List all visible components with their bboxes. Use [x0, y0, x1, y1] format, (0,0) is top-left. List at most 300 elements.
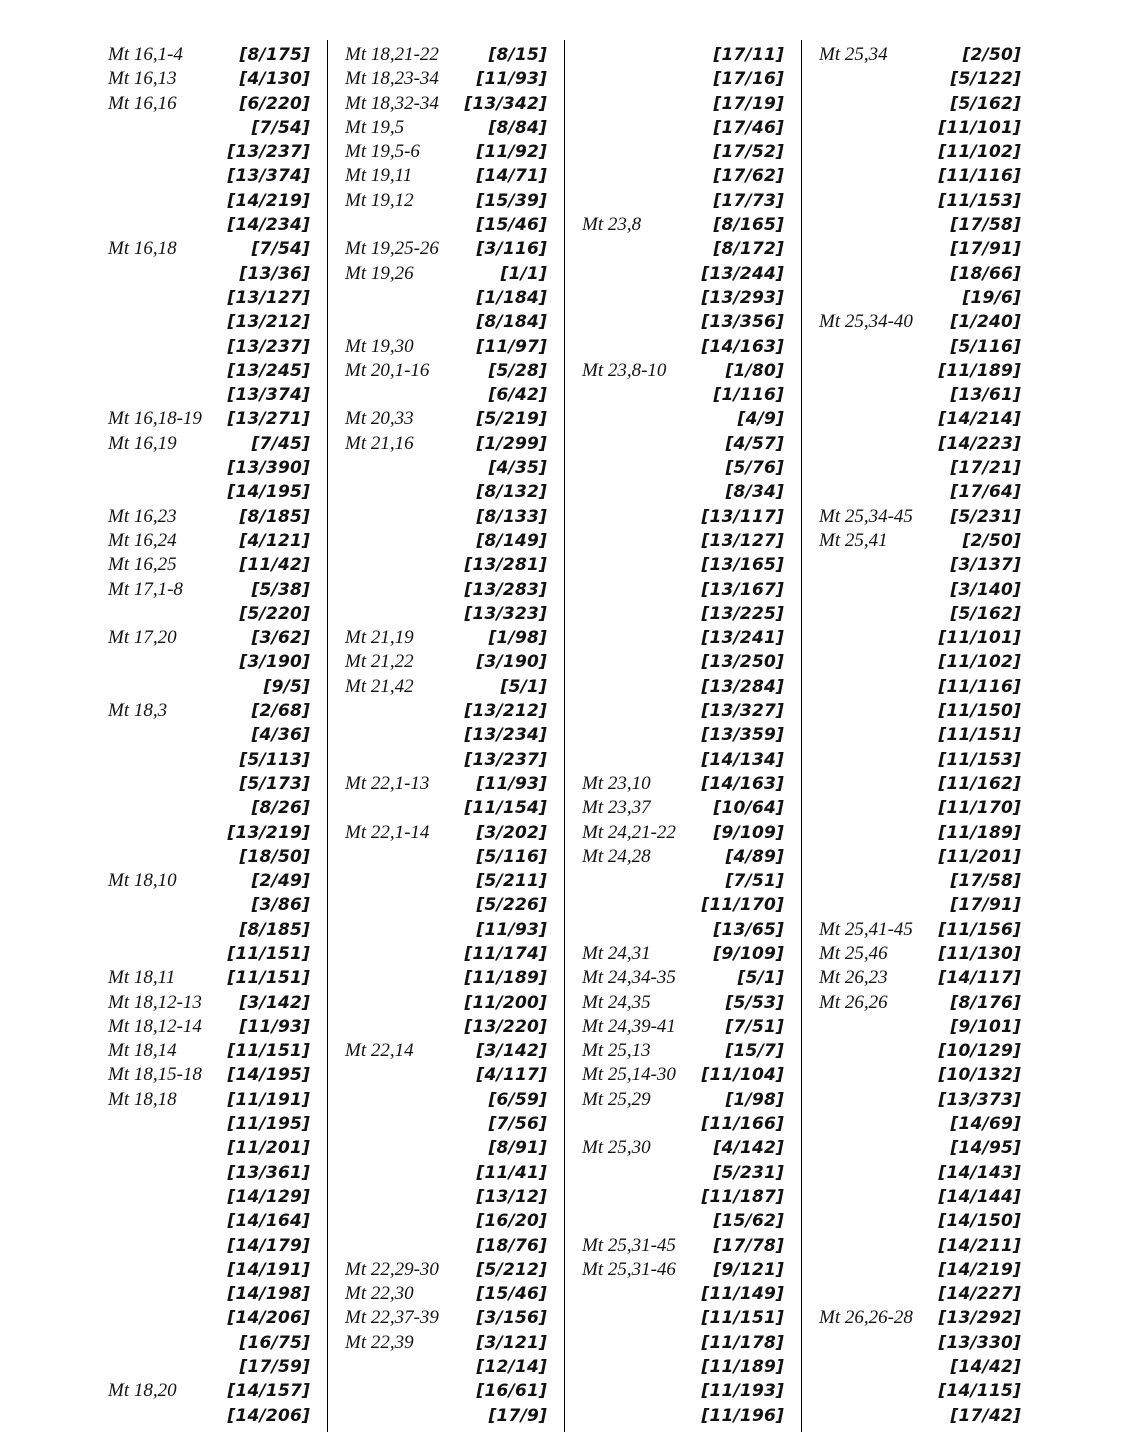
- page-reference: [13/212]: [227, 312, 310, 333]
- page-reference: [13/237]: [464, 749, 547, 770]
- page-reference: [14/195]: [227, 482, 310, 503]
- page-reference: [13/359]: [701, 725, 784, 746]
- page-reference: [3/62]: [251, 628, 310, 649]
- verse-reference: Mt 23,10: [582, 772, 651, 794]
- index-entry: [108, 383, 316, 407]
- index-entry: [108, 310, 316, 334]
- verse-reference: Mt 20,1-16: [345, 359, 430, 381]
- index-entry: [345, 772, 553, 796]
- index-entry: [582, 1379, 790, 1403]
- index-entry: [819, 1355, 1027, 1379]
- index-entry: [345, 92, 553, 116]
- page-reference: [14/95]: [950, 1138, 1021, 1159]
- index-entry: [345, 796, 553, 820]
- page-reference: [3/190]: [476, 652, 547, 673]
- index-entry: [582, 1136, 790, 1160]
- index-entry: [108, 237, 316, 261]
- verse-reference: Mt 18,20: [108, 1380, 177, 1402]
- verse-reference: Mt 18,23-34: [345, 68, 439, 90]
- page-reference: [14/179]: [227, 1235, 310, 1256]
- page-reference: [17/58]: [950, 871, 1021, 892]
- index-entry: [582, 310, 790, 334]
- index-entry: [108, 553, 316, 577]
- page-reference: [11/156]: [938, 919, 1021, 940]
- page-reference: [8/184]: [476, 312, 547, 333]
- page-reference: [11/93]: [476, 919, 547, 940]
- index-column-2: [345, 43, 553, 1428]
- index-entry: [108, 432, 316, 456]
- page-reference: [14/164]: [227, 1211, 310, 1232]
- index-entry: [819, 262, 1027, 286]
- index-entry: [819, 1136, 1027, 1160]
- index-entry: [819, 456, 1027, 480]
- verse-reference: Mt 16,24: [108, 529, 177, 551]
- page-reference: [13/356]: [701, 312, 784, 333]
- page-reference: [11/174]: [464, 943, 547, 964]
- index-entry: [345, 1355, 553, 1379]
- index-entry: [819, 1282, 1027, 1306]
- index-entry: [819, 869, 1027, 893]
- index-entry: [345, 578, 553, 602]
- page-reference: [1/184]: [476, 287, 547, 308]
- verse-reference: Mt 18,3: [108, 700, 168, 722]
- index-entry: [582, 1404, 790, 1428]
- verse-reference: Mt 25,30: [582, 1137, 651, 1159]
- page-reference: [5/76]: [725, 458, 784, 479]
- index-entry: [108, 140, 316, 164]
- index-entry: [108, 116, 316, 140]
- index-entry: [582, 1355, 790, 1379]
- page-reference: [5/122]: [950, 69, 1021, 90]
- page-reference: [7/54]: [251, 239, 310, 260]
- index-entry: [582, 1088, 790, 1112]
- index-entry: [582, 67, 790, 91]
- page-reference: [13/327]: [701, 701, 784, 722]
- verse-reference: Mt 16,23: [108, 505, 177, 527]
- index-entry: [819, 1234, 1027, 1258]
- page-reference: [7/56]: [488, 1114, 547, 1135]
- page-reference: [13/234]: [464, 725, 547, 746]
- page-reference: [19/6]: [962, 287, 1021, 308]
- page-reference: [14/144]: [938, 1186, 1021, 1207]
- index-entry: [108, 845, 316, 869]
- index-entry: [345, 43, 553, 67]
- page-reference: [10/129]: [938, 1041, 1021, 1062]
- index-entry: [819, 164, 1027, 188]
- index-entry: [345, 67, 553, 91]
- index-entry: [582, 1015, 790, 1039]
- index-entry: [819, 505, 1027, 529]
- verse-reference: Mt 23,8-10: [582, 359, 667, 381]
- page-reference: [11/170]: [701, 895, 784, 916]
- index-entry: [108, 505, 316, 529]
- index-entry: [819, 1209, 1027, 1233]
- page-reference: [7/51]: [725, 871, 784, 892]
- page-reference: [13/127]: [701, 530, 784, 551]
- page-reference: [4/130]: [239, 69, 310, 90]
- page-reference: [4/9]: [737, 409, 784, 430]
- index-entry: [819, 772, 1027, 796]
- verse-reference: Mt 22,1-13: [345, 772, 430, 794]
- index-entry: [582, 821, 790, 845]
- index-entry: [819, 1063, 1027, 1087]
- index-entry: [819, 335, 1027, 359]
- page-reference: [8/133]: [476, 506, 547, 527]
- page-reference: [14/163]: [701, 773, 784, 794]
- index-entry: [345, 1015, 553, 1039]
- page-reference: [13/12]: [476, 1186, 547, 1207]
- page-reference: [5/231]: [713, 1162, 784, 1183]
- page-reference: [11/42]: [239, 555, 310, 576]
- page-reference: [13/212]: [464, 701, 547, 722]
- index-entry: [108, 675, 316, 699]
- index-entry: [582, 237, 790, 261]
- index-entry: [582, 675, 790, 699]
- index-entry: [582, 1234, 790, 1258]
- page-reference: [13/165]: [701, 555, 784, 576]
- verse-reference: Mt 19,30: [345, 335, 414, 357]
- page-reference: [11/101]: [938, 628, 1021, 649]
- verse-reference: Mt 22,29-30: [345, 1258, 439, 1280]
- page-reference: [13/167]: [701, 579, 784, 600]
- page-reference: [14/157]: [227, 1381, 310, 1402]
- page-reference: [11/93]: [476, 773, 547, 794]
- verse-reference: Mt 16,16: [108, 92, 177, 114]
- page-reference: [11/153]: [938, 190, 1021, 211]
- index-entry: [345, 310, 553, 334]
- index-entry: [345, 1234, 553, 1258]
- page-reference: [5/116]: [950, 336, 1021, 357]
- page-reference: [11/92]: [476, 142, 547, 163]
- index-entry: [819, 1088, 1027, 1112]
- page-reference: [17/52]: [713, 142, 784, 163]
- page-reference: [7/54]: [251, 117, 310, 138]
- page-reference: [11/196]: [701, 1405, 784, 1426]
- page-reference: [17/9]: [488, 1405, 547, 1426]
- index-entry: [582, 699, 790, 723]
- page-reference: [11/104]: [701, 1065, 784, 1086]
- verse-reference: Mt 24,39-41: [582, 1015, 676, 1037]
- index-entry: [345, 1331, 553, 1355]
- index-entry: [345, 966, 553, 990]
- index-entry: [819, 1112, 1027, 1136]
- verse-reference: Mt 25,14-30: [582, 1064, 676, 1086]
- verse-reference: Mt 21,16: [345, 432, 414, 454]
- page-reference: [4/121]: [239, 530, 310, 551]
- index-entry: [108, 359, 316, 383]
- verse-reference: Mt 19,25-26: [345, 238, 439, 260]
- page-reference: [16/75]: [239, 1332, 310, 1353]
- index-entry: [819, 553, 1027, 577]
- index-entry: [819, 918, 1027, 942]
- index-entry: [345, 1161, 553, 1185]
- page-reference: [9/109]: [713, 822, 784, 843]
- index-entry: [108, 1234, 316, 1258]
- verse-reference: Mt 21,22: [345, 651, 414, 673]
- index-entry: [345, 335, 553, 359]
- page-reference: [5/38]: [251, 579, 310, 600]
- page-reference: [3/142]: [239, 992, 310, 1013]
- index-entry: [108, 1282, 316, 1306]
- index-entry: [345, 942, 553, 966]
- page-reference: [8/165]: [713, 215, 784, 236]
- page-reference: [5/211]: [476, 871, 547, 892]
- page-reference: [13/374]: [227, 385, 310, 406]
- page-reference: [8/185]: [239, 506, 310, 527]
- index-entry: [108, 748, 316, 772]
- page-reference: [3/156]: [476, 1308, 547, 1329]
- index-entry: [582, 1282, 790, 1306]
- verse-reference: Mt 25,46: [819, 942, 888, 964]
- index-entry: [345, 286, 553, 310]
- index-entry: [819, 578, 1027, 602]
- page-reference: [7/51]: [725, 1016, 784, 1037]
- page-reference: [17/16]: [713, 69, 784, 90]
- verse-reference: Mt 16,19: [108, 432, 177, 454]
- page-reference: [14/134]: [701, 749, 784, 770]
- index-entry: [582, 893, 790, 917]
- page-reference: [11/154]: [464, 798, 547, 819]
- index-entry: [819, 1404, 1027, 1428]
- page-reference: [5/226]: [476, 895, 547, 916]
- page-reference: [17/11]: [713, 45, 784, 65]
- verse-reference: Mt 19,5-6: [345, 141, 420, 163]
- index-entry: [819, 310, 1027, 334]
- index-entry: [582, 505, 790, 529]
- index-entry: [582, 723, 790, 747]
- index-entry: [345, 116, 553, 140]
- index-entry: [345, 748, 553, 772]
- page-reference: [13/330]: [938, 1332, 1021, 1353]
- index-entry: [345, 650, 553, 674]
- index-entry: [819, 1306, 1027, 1330]
- page-reference: [5/162]: [950, 603, 1021, 624]
- page-reference: [4/35]: [488, 458, 547, 479]
- index-entry: [819, 748, 1027, 772]
- verse-reference: Mt 22,37-39: [345, 1307, 439, 1329]
- page-reference: [5/173]: [239, 773, 310, 794]
- page-reference: [17/91]: [950, 895, 1021, 916]
- index-entry: [108, 407, 316, 431]
- page-reference: [17/91]: [950, 239, 1021, 260]
- index-entry: [345, 1039, 553, 1063]
- index-entry: [582, 335, 790, 359]
- index-entry: [108, 164, 316, 188]
- index-entry: [108, 1355, 316, 1379]
- index-entry: [582, 92, 790, 116]
- page-reference: [9/121]: [713, 1259, 784, 1280]
- page-reference: [6/59]: [488, 1089, 547, 1110]
- index-entry: [819, 213, 1027, 237]
- index-entry: [345, 262, 553, 286]
- page-reference: [3/142]: [476, 1041, 547, 1062]
- index-entry: [345, 505, 553, 529]
- page-reference: [1/80]: [725, 360, 784, 381]
- index-entry: [582, 116, 790, 140]
- index-entry: [582, 1063, 790, 1087]
- index-entry: [582, 1258, 790, 1282]
- page-reference: [11/101]: [938, 117, 1021, 138]
- page-reference: [11/151]: [227, 968, 310, 989]
- page-reference: [14/115]: [938, 1381, 1021, 1402]
- page-reference: [3/202]: [476, 822, 547, 843]
- page-reference: [11/102]: [938, 652, 1021, 673]
- page-reference: [11/189]: [701, 1357, 784, 1378]
- page-reference: [2/50]: [962, 530, 1021, 551]
- page-reference: [11/102]: [938, 142, 1021, 163]
- index-entry: [345, 1088, 553, 1112]
- index-entry: [108, 723, 316, 747]
- index-entry: [345, 213, 553, 237]
- index-entry: [582, 359, 790, 383]
- page-reference: [14/195]: [227, 1065, 310, 1086]
- page-reference: [14/227]: [938, 1284, 1021, 1305]
- page-reference: [1/98]: [488, 628, 547, 649]
- page-reference: [13/241]: [701, 628, 784, 649]
- page-reference: [16/20]: [476, 1211, 547, 1232]
- verse-reference: Mt 25,29: [582, 1088, 651, 1110]
- index-entry: [582, 1112, 790, 1136]
- verse-reference: Mt 25,34-40: [819, 311, 913, 333]
- index-entry: [345, 821, 553, 845]
- verse-reference: Mt 18,10: [108, 870, 177, 892]
- page-reference: [17/64]: [950, 482, 1021, 503]
- page-reference: [4/57]: [725, 433, 784, 454]
- index-entry: [582, 772, 790, 796]
- page-reference: [4/36]: [251, 725, 310, 746]
- page-reference: [5/53]: [725, 992, 784, 1013]
- index-entry: [819, 140, 1027, 164]
- page-reference: [4/89]: [725, 846, 784, 867]
- verse-reference: Mt 18,15-18: [108, 1064, 202, 1086]
- page-reference: [13/117]: [701, 506, 784, 527]
- index-entry: [345, 553, 553, 577]
- index-entry: [582, 286, 790, 310]
- page-reference: [8/132]: [476, 482, 547, 503]
- page-reference: [5/28]: [488, 360, 547, 381]
- page-reference: [17/62]: [713, 166, 784, 187]
- page-reference: [11/178]: [701, 1332, 784, 1353]
- verse-reference: Mt 21,42: [345, 675, 414, 697]
- page-reference: [11/151]: [227, 1041, 310, 1062]
- verse-reference: Mt 21,19: [345, 627, 414, 649]
- index-entry: [582, 578, 790, 602]
- index-entry: [582, 1209, 790, 1233]
- index-entry: [582, 383, 790, 407]
- verse-reference: Mt 18,18: [108, 1088, 177, 1110]
- page-reference: [13/250]: [701, 652, 784, 673]
- index-entry: [819, 699, 1027, 723]
- page-reference: [8/149]: [476, 530, 547, 551]
- index-entry: [819, 723, 1027, 747]
- index-entry: [108, 529, 316, 553]
- verse-reference: Mt 18,11: [108, 967, 176, 989]
- index-entry: [108, 1185, 316, 1209]
- index-entry: [345, 602, 553, 626]
- index-entry: [819, 942, 1027, 966]
- index-entry: [819, 821, 1027, 845]
- index-entry: [108, 286, 316, 310]
- verse-reference: Mt 18,32-34: [345, 92, 439, 114]
- page-reference: [11/93]: [239, 1016, 310, 1037]
- page-reference: [11/151]: [701, 1308, 784, 1329]
- verse-reference: Mt 25,31-45: [582, 1234, 676, 1256]
- index-entry: [345, 893, 553, 917]
- index-entry: [345, 529, 553, 553]
- page-reference: [17/46]: [713, 117, 784, 138]
- index-entry: [345, 1136, 553, 1160]
- index-entry: [819, 1185, 1027, 1209]
- index-entry: [345, 723, 553, 747]
- index-entry: [819, 43, 1027, 67]
- index-entry: [582, 262, 790, 286]
- index-entry: [819, 893, 1027, 917]
- page-reference: [11/151]: [938, 725, 1021, 746]
- index-entry: [345, 1112, 553, 1136]
- page-reference: [13/342]: [464, 93, 547, 114]
- index-entry: [582, 1306, 790, 1330]
- page-reference: [11/189]: [938, 822, 1021, 843]
- page-reference: [13/219]: [227, 822, 310, 843]
- index-entry: [582, 213, 790, 237]
- index-entry: [108, 918, 316, 942]
- index-entry: [108, 602, 316, 626]
- page-reference: [4/117]: [476, 1065, 547, 1086]
- index-entry: [345, 626, 553, 650]
- index-entry: [108, 1404, 316, 1428]
- verse-reference: Mt 19,11: [345, 165, 413, 187]
- index-entry: [108, 772, 316, 796]
- index-entry: [345, 480, 553, 504]
- page-reference: [5/162]: [950, 93, 1021, 114]
- index-entry: [345, 383, 553, 407]
- index-entry: [345, 1063, 553, 1087]
- page-reference: [5/116]: [476, 846, 547, 867]
- page-reference: [14/211]: [938, 1235, 1021, 1256]
- page-reference: [11/201]: [938, 846, 1021, 867]
- index-entry: [819, 1331, 1027, 1355]
- index-entry: [108, 796, 316, 820]
- page-reference: [5/231]: [950, 506, 1021, 527]
- page-reference: [13/293]: [701, 287, 784, 308]
- verse-reference: Mt 24,34-35: [582, 967, 676, 989]
- verse-reference: Mt 18,12-13: [108, 991, 202, 1013]
- index-entry: [819, 383, 1027, 407]
- page-reference: [18/76]: [476, 1235, 547, 1256]
- page-reference: [14/214]: [938, 409, 1021, 430]
- page-reference: [6/42]: [488, 385, 547, 406]
- verse-reference: Mt 22,39: [345, 1331, 414, 1353]
- verse-reference: Mt 16,13: [108, 68, 177, 90]
- verse-reference: Mt 18,21-22: [345, 44, 439, 65]
- verse-reference: Mt 19,5: [345, 116, 405, 138]
- page-reference: [14/117]: [938, 968, 1021, 989]
- index-entry: [108, 1039, 316, 1063]
- index-entry: [108, 1112, 316, 1136]
- index-entry: [819, 796, 1027, 820]
- page-reference: [14/129]: [227, 1186, 310, 1207]
- page-reference: [3/116]: [476, 239, 547, 260]
- index-entry: [345, 869, 553, 893]
- index-entry: [345, 1404, 553, 1428]
- page-reference: [18/66]: [950, 263, 1021, 284]
- page-reference: [1/116]: [713, 385, 784, 406]
- page-reference: [15/46]: [476, 1284, 547, 1305]
- index-entry: [819, 626, 1027, 650]
- verse-reference: Mt 17,1-8: [108, 578, 183, 600]
- page-reference: [7/45]: [251, 433, 310, 454]
- index-entry: [819, 602, 1027, 626]
